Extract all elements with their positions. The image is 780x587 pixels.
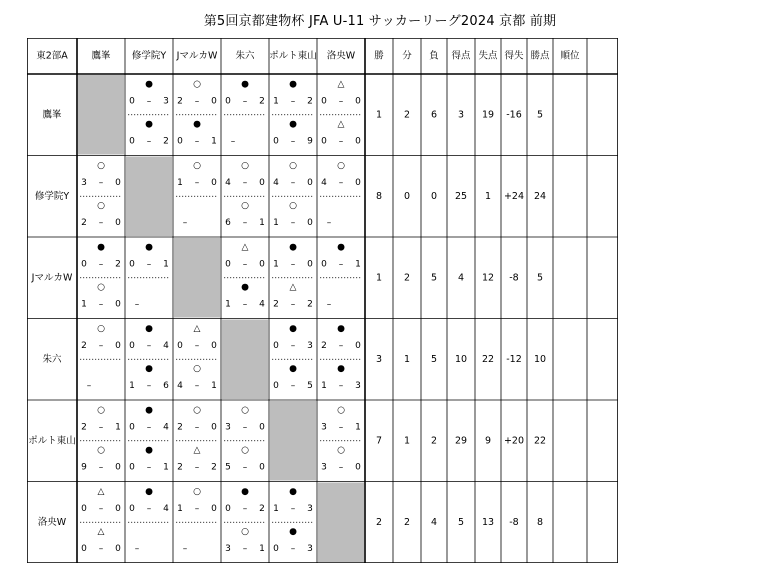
- score-against: 0: [115, 299, 121, 310]
- score-for: 2: [81, 341, 87, 351]
- stat-value: 2: [375, 516, 383, 528]
- score-dash: –: [194, 178, 200, 188]
- stat-value: 19: [481, 109, 495, 121]
- score-for: 2: [81, 422, 87, 433]
- result-mark: ●: [145, 445, 153, 456]
- stat-value: -8: [509, 516, 519, 528]
- result-mark: ●: [97, 242, 105, 253]
- score-against: 6: [163, 381, 169, 391]
- score-for: 0: [81, 544, 87, 554]
- stat-value: 3: [375, 353, 383, 365]
- score-for: 0: [225, 259, 231, 270]
- score-dash: –: [326, 218, 332, 228]
- team-row-label: 修学院Y: [34, 190, 70, 202]
- result-mark: ●: [289, 242, 297, 253]
- score-for: 0: [273, 341, 279, 351]
- result-mark: △: [337, 119, 345, 130]
- team-header: ポルト東山: [269, 50, 317, 62]
- score-dash: –: [290, 544, 296, 554]
- score-against: 0: [307, 259, 313, 270]
- result-mark: ○: [97, 445, 105, 456]
- score-dash: –: [146, 259, 152, 270]
- score-for: 0: [273, 381, 279, 391]
- self-match-block: [318, 483, 364, 563]
- score-against: 0: [355, 462, 361, 473]
- stat-value: 1: [403, 353, 411, 365]
- stat-value: 4: [457, 272, 465, 284]
- score-dash: –: [290, 381, 296, 391]
- score-for: 0: [321, 136, 327, 147]
- score-against: 3: [307, 341, 313, 351]
- score-against: 9: [307, 136, 313, 147]
- score-against: 1: [355, 259, 361, 270]
- self-match-block: [126, 157, 172, 237]
- score-against: 0: [259, 422, 265, 433]
- score-for: 2: [273, 299, 279, 310]
- result-mark: △: [193, 445, 201, 456]
- score-against: 2: [115, 259, 121, 270]
- score-dash: –: [194, 462, 200, 473]
- score-dash: –: [326, 299, 332, 310]
- score-against: 0: [115, 178, 121, 188]
- result-mark: ○: [97, 282, 105, 293]
- score-dash: –: [242, 544, 248, 554]
- score-for: 0: [321, 259, 327, 270]
- result-mark: ●: [145, 119, 153, 130]
- self-match-block: [78, 75, 124, 155]
- team-row-label: ポルト東山: [28, 435, 76, 447]
- stat-value: 22: [481, 353, 495, 365]
- score-against: 0: [355, 341, 361, 351]
- result-mark: ○: [241, 527, 249, 537]
- team-header: 洛央W: [326, 50, 356, 62]
- score-against: 0: [211, 96, 217, 107]
- result-mark: △: [289, 282, 297, 293]
- self-match-block: [222, 320, 268, 400]
- stat-header: 順位: [560, 50, 580, 62]
- score-for: 1: [81, 299, 87, 310]
- team-row-label: 鷹峯: [42, 109, 62, 121]
- result-mark: ●: [145, 405, 153, 416]
- result-mark: ○: [97, 161, 105, 171]
- score-against: 1: [115, 422, 121, 433]
- result-mark: ○: [241, 161, 249, 171]
- score-for: 1: [129, 381, 135, 391]
- page-title: 第5回京都建物杯 JFA U-11 サッカーリーグ2024 京都 前期: [203, 14, 557, 29]
- score-dash: –: [338, 96, 344, 107]
- score-for: 1: [273, 259, 279, 270]
- stat-header: 勝点: [530, 50, 550, 62]
- score-against: 2: [211, 462, 217, 473]
- score-against: 0: [211, 341, 217, 351]
- result-mark: △: [97, 527, 105, 537]
- score-dash: –: [194, 504, 200, 514]
- score-dash: –: [146, 381, 152, 391]
- score-dash: –: [290, 218, 296, 228]
- stat-value: 1: [375, 109, 383, 121]
- score-dash: –: [290, 178, 296, 188]
- score-for: 4: [177, 381, 183, 391]
- score-dash: –: [242, 299, 248, 310]
- score-dash: –: [98, 218, 104, 228]
- score-for: 5: [225, 462, 231, 473]
- score-dash: –: [194, 96, 200, 107]
- score-against: 1: [211, 136, 217, 147]
- score-for: 1: [177, 178, 183, 188]
- score-for: 3: [81, 178, 87, 188]
- stat-value: -16: [506, 109, 522, 121]
- score-for: 3: [321, 422, 327, 433]
- score-for: 0: [225, 96, 231, 107]
- table-grid: [27, 38, 618, 563]
- score-for: 0: [273, 136, 279, 147]
- score-dash: –: [290, 341, 296, 351]
- score-dash: –: [98, 259, 104, 270]
- score-dash: –: [338, 259, 344, 270]
- result-mark: ○: [193, 405, 201, 416]
- score-against: 0: [355, 178, 361, 188]
- stat-value: 1: [403, 435, 411, 447]
- result-mark: ○: [193, 79, 201, 90]
- score-for: 1: [177, 504, 183, 514]
- score-against: 0: [115, 504, 121, 514]
- score-against: 2: [259, 96, 265, 107]
- result-mark: ○: [97, 201, 105, 211]
- result-mark: ●: [145, 487, 153, 497]
- score-for: 2: [321, 341, 327, 351]
- result-mark: ○: [97, 324, 105, 334]
- score-dash: –: [338, 136, 344, 147]
- score-for: 1: [273, 504, 279, 514]
- score-dash: –: [290, 96, 296, 107]
- result-mark: ●: [145, 79, 153, 90]
- score-dash: –: [242, 218, 248, 228]
- stat-value: 2: [403, 272, 411, 284]
- score-for: 6: [225, 218, 231, 228]
- score-dash: –: [290, 504, 296, 514]
- result-mark: ○: [241, 405, 249, 416]
- stat-value: 5: [536, 109, 544, 121]
- score-dash: –: [86, 381, 92, 391]
- result-mark: ○: [289, 201, 297, 211]
- team-header: 朱六: [235, 50, 255, 62]
- result-mark: ●: [145, 242, 153, 253]
- score-against: 0: [307, 218, 313, 228]
- score-against: 5: [307, 381, 313, 391]
- score-dash: –: [290, 136, 296, 147]
- score-for: 4: [273, 178, 279, 188]
- score-for: 0: [129, 259, 135, 270]
- score-against: 4: [163, 341, 169, 351]
- league-table: [27, 38, 618, 563]
- result-mark: ●: [145, 324, 153, 334]
- score-for: 0: [129, 341, 135, 351]
- stat-value: +20: [503, 435, 525, 447]
- score-dash: –: [242, 462, 248, 473]
- result-mark: ○: [337, 161, 345, 171]
- stat-value: 6: [430, 109, 438, 121]
- stat-value: 2: [403, 516, 411, 528]
- stat-header: 得点: [451, 50, 471, 62]
- score-dash: –: [134, 299, 140, 310]
- result-mark: ●: [289, 119, 297, 130]
- team-header: JマルカW: [176, 50, 218, 62]
- score-for: 0: [177, 341, 183, 351]
- score-for: 4: [225, 178, 231, 188]
- stat-value: 0: [430, 190, 438, 202]
- score-against: 3: [307, 504, 313, 514]
- corner-label: 東2部A: [36, 50, 68, 62]
- score-against: 4: [163, 504, 169, 514]
- result-mark: ●: [337, 364, 345, 374]
- stat-value: 1: [484, 190, 492, 202]
- score-for: 0: [177, 136, 183, 147]
- score-for: 1: [321, 381, 327, 391]
- stat-header: 負: [429, 50, 439, 62]
- result-mark: △: [97, 487, 105, 497]
- result-mark: ●: [289, 364, 297, 374]
- score-against: 1: [355, 422, 361, 433]
- stat-header: 得失: [504, 50, 524, 62]
- score-for: 0: [225, 504, 231, 514]
- stat-value: 13: [481, 516, 495, 528]
- result-mark: △: [337, 79, 345, 90]
- result-mark: ○: [337, 405, 345, 416]
- result-mark: ○: [241, 201, 249, 211]
- score-against: 0: [115, 218, 121, 228]
- score-dash: –: [194, 422, 200, 433]
- result-mark: ●: [241, 282, 249, 293]
- score-against: 0: [115, 462, 121, 473]
- result-mark: ●: [193, 119, 201, 130]
- score-dash: –: [146, 422, 152, 433]
- result-mark: △: [193, 324, 201, 334]
- score-dash: –: [242, 178, 248, 188]
- score-against: 3: [307, 544, 313, 554]
- score-against: 0: [355, 136, 361, 147]
- result-mark: ○: [289, 161, 297, 171]
- score-against: 2: [163, 136, 169, 147]
- result-mark: △: [241, 242, 249, 253]
- stat-value: 8: [375, 190, 383, 202]
- team-row-label: 洛央W: [37, 516, 67, 528]
- team-header: 鷹峯: [91, 50, 111, 62]
- score-dash: –: [146, 504, 152, 514]
- score-dash: –: [98, 504, 104, 514]
- stat-value: 0: [403, 190, 411, 202]
- score-against: 1: [211, 381, 217, 391]
- score-against: 0: [307, 178, 313, 188]
- score-dash: –: [338, 178, 344, 188]
- score-dash: –: [98, 462, 104, 473]
- stat-header: 分: [402, 50, 412, 62]
- score-against: 1: [259, 218, 265, 228]
- stat-value: 9: [484, 435, 492, 447]
- score-dash: –: [290, 259, 296, 270]
- score-for: 0: [129, 136, 135, 147]
- stat-value: +24: [503, 190, 525, 202]
- result-mark: ○: [193, 487, 201, 497]
- score-for: 0: [321, 96, 327, 107]
- score-against: 0: [115, 341, 121, 351]
- score-against: 1: [163, 259, 169, 270]
- score-for: 0: [129, 462, 135, 473]
- team-header: 修学院Y: [131, 50, 167, 62]
- score-against: 0: [211, 422, 217, 433]
- score-dash: –: [134, 544, 140, 554]
- score-for: 9: [81, 462, 87, 473]
- score-for: 1: [273, 218, 279, 228]
- score-for: 0: [129, 504, 135, 514]
- stat-value: 29: [454, 435, 468, 447]
- score-for: 1: [273, 96, 279, 107]
- score-dash: –: [98, 178, 104, 188]
- score-dash: –: [194, 381, 200, 391]
- score-against: 0: [259, 178, 265, 188]
- result-mark: ●: [289, 527, 297, 537]
- score-dash: –: [98, 299, 104, 310]
- result-mark: ○: [337, 445, 345, 456]
- score-for: 0: [129, 96, 135, 107]
- result-mark: ○: [97, 405, 105, 416]
- result-mark: ●: [289, 79, 297, 90]
- score-against: 0: [211, 504, 217, 514]
- team-row-label: 朱六: [42, 353, 62, 365]
- score-dash: –: [242, 422, 248, 433]
- stat-value: 25: [454, 190, 468, 202]
- score-for: 3: [225, 544, 231, 554]
- self-match-block: [174, 238, 220, 318]
- score-for: 1: [225, 299, 231, 310]
- score-dash: –: [146, 96, 152, 107]
- score-dash: –: [182, 544, 188, 554]
- score-dash: –: [290, 299, 296, 310]
- score-dash: –: [182, 218, 188, 228]
- score-against: 3: [355, 381, 361, 391]
- stat-value: 10: [454, 353, 468, 365]
- stat-value: 2: [430, 435, 438, 447]
- team-row-label: JマルカW: [31, 272, 73, 284]
- score-against: 0: [115, 544, 121, 554]
- score-against: 1: [163, 462, 169, 473]
- result-mark: ●: [145, 364, 153, 374]
- stat-value: 5: [430, 272, 438, 284]
- result-mark: ○: [193, 161, 201, 171]
- stat-value: 24: [533, 190, 547, 202]
- stat-value: 3: [457, 109, 465, 121]
- score-dash: –: [98, 422, 104, 433]
- score-against: 2: [307, 96, 313, 107]
- stat-value: 2: [403, 109, 411, 121]
- result-mark: ●: [289, 487, 297, 497]
- score-for: 0: [273, 544, 279, 554]
- score-for: 3: [225, 422, 231, 433]
- score-for: 2: [177, 462, 183, 473]
- stat-value: -8: [509, 272, 519, 284]
- score-against: 0: [355, 96, 361, 107]
- score-dash: –: [242, 96, 248, 107]
- score-dash: –: [338, 341, 344, 351]
- stat-value: 4: [430, 516, 438, 528]
- score-dash: –: [242, 259, 248, 270]
- score-dash: –: [194, 341, 200, 351]
- stat-value: 1: [375, 272, 383, 284]
- score-for: 2: [177, 96, 183, 107]
- stat-value: -12: [506, 353, 522, 365]
- score-dash: –: [230, 136, 236, 147]
- score-against: 2: [307, 299, 313, 310]
- score-against: 3: [163, 96, 169, 107]
- stat-value: 22: [533, 435, 547, 447]
- result-mark: ●: [289, 324, 297, 334]
- score-dash: –: [194, 136, 200, 147]
- score-against: 0: [211, 178, 217, 188]
- stat-value: 7: [375, 435, 383, 447]
- score-against: 2: [259, 504, 265, 514]
- stat-value: 12: [481, 272, 495, 284]
- result-mark: ●: [337, 242, 345, 253]
- result-mark: ○: [193, 364, 201, 374]
- stat-value: 5: [430, 353, 438, 365]
- score-for: 0: [129, 422, 135, 433]
- result-mark: ●: [241, 79, 249, 90]
- score-for: 4: [321, 178, 327, 188]
- score-dash: –: [338, 381, 344, 391]
- score-against: 0: [259, 462, 265, 473]
- stat-value: 10: [533, 353, 547, 365]
- self-match-block: [270, 401, 316, 481]
- stat-header: 失点: [478, 50, 498, 62]
- score-dash: –: [338, 422, 344, 433]
- score-against: 4: [163, 422, 169, 433]
- score-for: 0: [81, 259, 87, 270]
- stat-value: 5: [457, 516, 465, 528]
- score-for: 3: [321, 462, 327, 473]
- score-against: 4: [259, 299, 265, 310]
- score-dash: –: [146, 341, 152, 351]
- score-for: 0: [81, 504, 87, 514]
- score-for: 2: [177, 422, 183, 433]
- score-against: 1: [259, 544, 265, 554]
- score-dash: –: [98, 341, 104, 351]
- score-for: 2: [81, 218, 87, 228]
- result-mark: ○: [241, 445, 249, 456]
- result-mark: ●: [337, 324, 345, 334]
- score-dash: –: [242, 504, 248, 514]
- score-dash: –: [146, 462, 152, 473]
- score-dash: –: [338, 462, 344, 473]
- stat-value: 8: [536, 516, 544, 528]
- stat-value: 5: [536, 272, 544, 284]
- result-mark: ●: [241, 487, 249, 497]
- score-dash: –: [146, 136, 152, 147]
- stat-header: 勝: [374, 50, 384, 62]
- score-dash: –: [98, 544, 104, 554]
- score-against: 0: [259, 259, 265, 270]
